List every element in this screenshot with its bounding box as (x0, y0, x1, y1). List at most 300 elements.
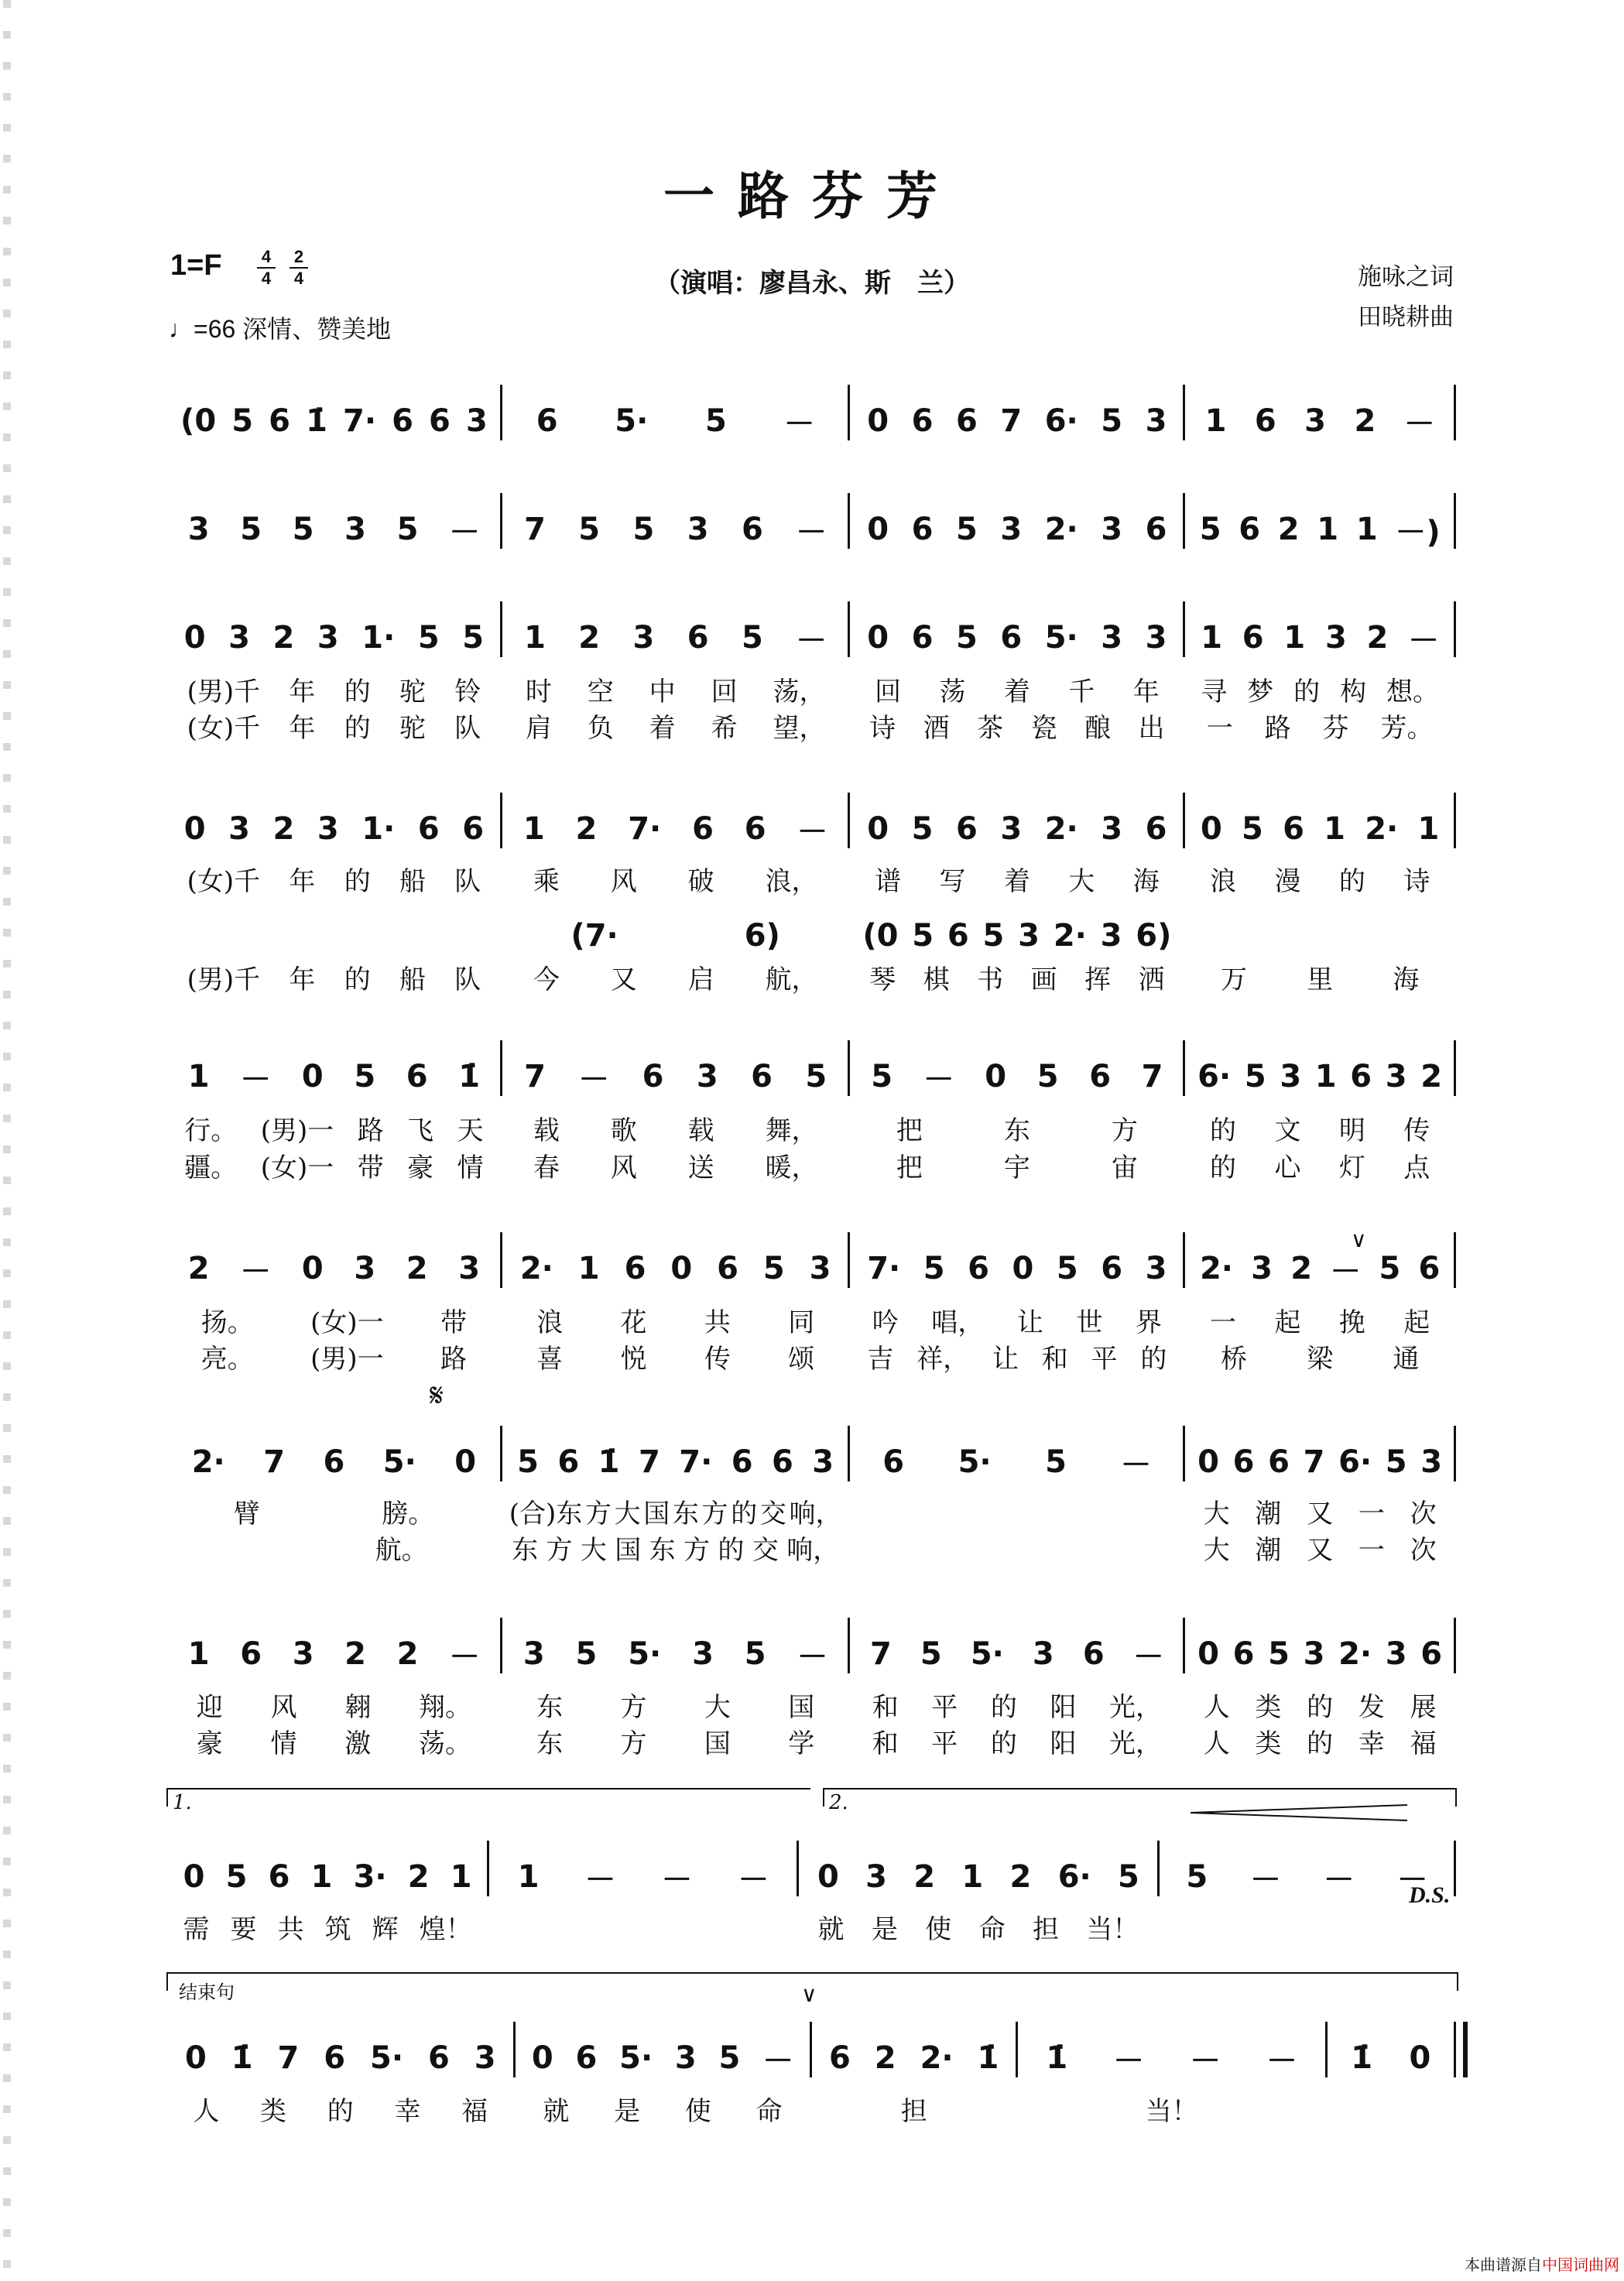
measure (173, 1855, 482, 1899)
lyric-syllable: 送 (687, 1152, 714, 1183)
barline (1454, 493, 1456, 549)
lyric-measure (855, 1530, 1178, 1564)
lyric-line (166, 1494, 1455, 1528)
lyric-syllable: 风 (270, 1691, 297, 1723)
lyric-syllable: 东 (672, 1498, 699, 1529)
barline (1016, 2022, 1018, 2077)
note: 2· (519, 1251, 553, 1286)
measure (508, 507, 844, 552)
lyric-measure (855, 1148, 1178, 1182)
lyric-measure (1191, 1494, 1449, 1528)
lyric-syllable: 臂 (233, 1498, 260, 1529)
lyric-measure (1333, 2091, 1450, 2125)
performers: （演唱：廖昌永、斯 兰） (654, 268, 970, 299)
note: － (1323, 1861, 1355, 1898)
note: 0 (1197, 1636, 1219, 1672)
barline (810, 2022, 812, 2077)
score-line (166, 2036, 1455, 2081)
note: 5 (911, 811, 934, 847)
note: 6 (955, 811, 978, 847)
lyric-measure (855, 672, 1178, 706)
note: 7 (277, 2040, 300, 2076)
lyric-syllable: 类 (260, 2095, 287, 2127)
measure (1191, 1246, 1449, 1291)
lyric-syllable: 启 (687, 964, 714, 995)
note: 6 (427, 2040, 450, 2076)
barline (848, 493, 850, 549)
note: － (578, 1061, 610, 1098)
lyric-syllable: 驼 (399, 712, 426, 744)
lyric-syllable: 航， (765, 964, 818, 995)
lyric-syllable: 梦 (1247, 676, 1274, 707)
lyric-line (166, 1724, 1455, 1758)
note: 7· (679, 1444, 713, 1480)
lyric-syllable: 酒 (923, 712, 950, 744)
lyric-syllable: 传 (704, 1343, 731, 1375)
note: 6 (771, 1444, 793, 1480)
lyric-syllable: 芳。 (1380, 712, 1434, 744)
lyric-measure (173, 1909, 482, 1944)
lyric-syllable: 潮 (1255, 1534, 1282, 1566)
lyric-syllable: 的 (718, 1534, 745, 1566)
lyric-syllable: 次 (1410, 1498, 1437, 1529)
measure (508, 399, 844, 444)
note: － (1403, 406, 1435, 442)
barline (1454, 1618, 1456, 1673)
lyricist: 施咏之词 (1358, 263, 1454, 291)
lyric-syllable: 年 (289, 676, 316, 707)
lyric-syllable: 国 (704, 1728, 731, 1759)
lyric-syllable: 回 (711, 676, 738, 707)
note: 7 (524, 1059, 546, 1094)
note: 6 (911, 512, 934, 547)
lyric-syllable: 的 (1338, 865, 1365, 897)
note: 3 (1385, 1636, 1407, 1672)
time-signature-2-4: 2 4 (288, 248, 310, 288)
lyric-syllable: 芬 (1322, 712, 1349, 744)
lyric-syllable: 破 (687, 865, 714, 897)
measure (508, 1632, 844, 1677)
lyric-syllable: 大 (580, 1534, 607, 1566)
note: 2 (913, 1859, 936, 1895)
note: 5 (417, 620, 440, 656)
note: 5 (762, 1251, 785, 1286)
note: － (240, 1253, 272, 1289)
note: 0 (867, 811, 889, 847)
note: 5 (517, 1444, 539, 1480)
lyric-syllable: 悦 (620, 1343, 647, 1375)
note: 6 (1145, 512, 1167, 547)
note: 6 (687, 620, 709, 656)
lyric-syllable: 类 (1255, 1728, 1282, 1759)
measure (173, 1632, 495, 1677)
barline (848, 1426, 850, 1481)
note: 7 (263, 1444, 286, 1480)
note: 5 (578, 512, 601, 547)
measure (508, 1246, 844, 1291)
note: 2· (1044, 512, 1078, 547)
lyric-syllable: 里 (1307, 964, 1334, 995)
lyric-syllable: 阳 (1050, 1691, 1077, 1723)
note: 6 (741, 512, 763, 547)
measure (1023, 2036, 1321, 2081)
note: 3 (687, 512, 709, 547)
lyric-measure (855, 1339, 1178, 1373)
measure (855, 507, 1178, 552)
note: 1̇ (598, 1444, 620, 1480)
barline (500, 793, 502, 848)
lyric-syllable: 方 (584, 1498, 612, 1529)
note: 3 (354, 1251, 376, 1286)
lyric-measure (1191, 861, 1449, 896)
lyric-line (166, 1148, 1455, 1182)
note: 0 (184, 2040, 207, 2076)
note: － (449, 1639, 481, 1675)
note: 0 (867, 512, 889, 547)
lyric-measure (508, 1724, 844, 1758)
note: (7· (570, 918, 618, 954)
lyric-syllable: 喜 (536, 1343, 564, 1375)
lyric-syllable: 东 (649, 1534, 676, 1566)
note: 3 (465, 403, 488, 439)
measure (1191, 807, 1449, 851)
note: 1̇ (231, 2040, 253, 2076)
note: － (797, 813, 828, 850)
lyric-measure (173, 1724, 495, 1758)
lyric-syllable: 国 (643, 1498, 670, 1529)
note: － (584, 1861, 616, 1898)
note: 3 (1101, 811, 1123, 847)
measure (1191, 913, 1449, 958)
note: 7 (1303, 1444, 1325, 1480)
note: － (1250, 1861, 1282, 1898)
measure (521, 2036, 805, 2081)
note: 3 (344, 512, 366, 547)
note: 3 (317, 620, 339, 656)
measure (1191, 1440, 1449, 1485)
lyric-syllable: 飞 (407, 1115, 434, 1146)
lyric-syllable: (合)东 (509, 1498, 583, 1529)
note: 5 (240, 512, 262, 547)
note: 3· (353, 1859, 387, 1895)
lyric-syllable: 命 (978, 1913, 1006, 1945)
note: 6 (324, 2040, 346, 2076)
lyric-syllable: 方 (1111, 1115, 1138, 1146)
volta-2: 2. (823, 1788, 1457, 1807)
barline (500, 385, 502, 440)
lyric-syllable: 天 (457, 1115, 484, 1146)
note: 1̇ (458, 1059, 481, 1094)
lyric-syllable: 光， (1109, 1691, 1163, 1723)
lyric-syllable: 大 (614, 1498, 641, 1529)
note: 2· (1365, 811, 1399, 847)
lyric-measure (508, 1339, 844, 1373)
lyric-syllable: 就 (817, 1913, 845, 1945)
note: 1 (1204, 403, 1227, 439)
note: 6 (947, 918, 969, 954)
lyric-measure (508, 708, 844, 742)
note: 3 (809, 1251, 831, 1286)
lyric-syllable: (男)一 (260, 1115, 334, 1146)
lyric-measure (1023, 2091, 1321, 2125)
note: 6 (269, 403, 290, 439)
lyric-syllable: 让 (1016, 1307, 1043, 1338)
score-line (166, 807, 1455, 851)
lyric-syllable: 吉 (867, 1343, 894, 1375)
lyric-line (166, 2091, 1455, 2125)
lyric-syllable: 担 (1032, 1913, 1059, 1945)
note: 2 (1277, 512, 1300, 547)
measure (173, 2036, 509, 2081)
lyric-syllable: 一 (1206, 712, 1233, 744)
barline (513, 2022, 516, 2077)
note: － (1113, 2043, 1145, 2079)
coda-box: 结束句 (166, 1972, 1458, 1991)
note: － (796, 514, 827, 550)
note: 6 (1232, 1444, 1255, 1480)
note: 6 (240, 1636, 262, 1672)
lyric-syllable: 类 (1255, 1691, 1282, 1723)
lyric-syllable: 把 (896, 1152, 923, 1183)
lyric-syllable: 翱 (344, 1691, 372, 1723)
lyric-measure (508, 1530, 844, 1564)
note: 2 (874, 2040, 896, 2076)
lyric-line (166, 1111, 1455, 1145)
note: 3 (696, 1059, 718, 1094)
lyric-syllable: 交 (759, 1498, 786, 1529)
lyric-measure (855, 708, 1178, 742)
measure (855, 807, 1178, 851)
note: 5 (871, 1059, 893, 1094)
note: 6) (744, 918, 780, 954)
measure (1191, 615, 1449, 660)
note: 2 (1354, 403, 1376, 439)
lyric-syllable: 荡 (939, 676, 966, 707)
note: 5· (1044, 620, 1078, 656)
measure (1191, 1054, 1449, 1099)
note: 3 (1304, 403, 1326, 439)
lyric-syllable: 一 (1358, 1534, 1385, 1566)
note: 1 (1201, 620, 1223, 656)
note: － (1190, 2043, 1221, 2079)
note: 1 (1314, 1059, 1337, 1094)
lyric-syllable: 漫 (1274, 865, 1301, 897)
lyric-syllable: 传 (1403, 1115, 1430, 1146)
lyric-syllable: 福 (1410, 1728, 1437, 1759)
measure (173, 507, 495, 552)
note: 5 (231, 403, 254, 439)
note: 3 (1251, 1251, 1273, 1286)
lyric-measure (173, 1494, 495, 1528)
note: 0 (454, 1444, 477, 1480)
lyric-syllable: 吟 (872, 1307, 899, 1338)
note: 0 (183, 811, 206, 847)
lyric-syllable: 豪 (196, 1728, 223, 1759)
lyric-syllable: 浪， (765, 865, 818, 897)
lyric-measure (855, 1111, 1178, 1145)
lyric-measure (817, 2091, 1011, 2125)
note: 5· (619, 2040, 653, 2076)
lyric-syllable: 年 (289, 712, 316, 744)
lyric-measure (173, 960, 495, 994)
note: 3 (1100, 918, 1122, 954)
lyric-measure (1191, 1303, 1449, 1337)
lyric-syllable: 方 (620, 1728, 647, 1759)
measure (855, 913, 1178, 958)
measure (173, 399, 495, 444)
note: － (923, 1061, 954, 1098)
score-line (166, 1855, 1455, 1899)
note: 5 (225, 1859, 248, 1895)
barline (848, 601, 850, 657)
note: 5 (632, 512, 655, 547)
lyric-syllable: 的 (1307, 1691, 1334, 1723)
lyric-syllable: 千 (1068, 676, 1095, 707)
volta-1: 1. (166, 1788, 810, 1807)
lyric-syllable: 东 (536, 1728, 564, 1759)
note: 5 (292, 512, 314, 547)
lyric-measure (804, 1909, 1153, 1944)
note: 0 (301, 1251, 324, 1286)
lyric-syllable: 担 (900, 2095, 927, 2127)
lyric-measure (1191, 1687, 1449, 1721)
lyric-syllable: 命 (755, 2095, 783, 2127)
lyric-syllable: 的 (990, 1728, 1017, 1759)
note: － (240, 1061, 272, 1098)
lyric-syllable: 诗 (1403, 865, 1430, 897)
note: 5 (955, 620, 978, 656)
note: 3 (865, 1859, 887, 1895)
lyric-syllable: 构 (1340, 676, 1367, 707)
note: 7 (869, 1636, 892, 1672)
lyric-syllable: 和 (1041, 1343, 1068, 1375)
note: 5 (744, 1636, 766, 1672)
lyric-line (166, 1339, 1455, 1373)
lyric-syllable: 迎 (196, 1691, 223, 1723)
note: 7 (1000, 403, 1023, 439)
lyric-syllable: 共 (704, 1307, 731, 1338)
measure (1165, 1855, 1449, 1899)
lyric-syllable: 挥 (1084, 964, 1112, 995)
note: 0 (183, 620, 206, 656)
lyric-syllable: 激 (344, 1728, 372, 1759)
note: 5· (615, 403, 649, 439)
note: － (796, 622, 827, 659)
barline (1183, 1426, 1185, 1481)
note: 1· (361, 620, 396, 656)
note: － (661, 1861, 693, 1898)
lyric-syllable: 平 (931, 1691, 958, 1723)
note: 3 (228, 811, 250, 847)
lyric-syllable: 风 (610, 1152, 637, 1183)
note: 3 (317, 811, 339, 847)
lyric-syllable: 茶 (977, 712, 1004, 744)
lyric-syllable: 国 (615, 1534, 642, 1566)
lyric-measure (855, 1687, 1178, 1721)
note: (0 (180, 403, 217, 439)
lyric-syllable: 路 (440, 1343, 468, 1375)
note: 5 (1199, 512, 1221, 547)
lyric-syllable: 浪 (1210, 865, 1237, 897)
lyric-measure (855, 1303, 1178, 1337)
lyric-syllable: 的 (1293, 676, 1321, 707)
score-line (166, 913, 1455, 958)
note: 5 (396, 512, 419, 547)
lyric-measure (855, 960, 1178, 994)
note: 3 (522, 1636, 545, 1672)
measure (173, 1440, 495, 1485)
lyric-syllable: 酿 (1084, 712, 1112, 744)
measure (173, 1246, 495, 1291)
note: 3 (1420, 1444, 1443, 1480)
note: 1 (1417, 811, 1440, 847)
measure (817, 2036, 1011, 2081)
lyric-syllable: 风 (610, 865, 637, 897)
note: 0 (817, 1859, 839, 1895)
note: 6 (1254, 403, 1276, 439)
note: 6 (911, 403, 934, 439)
lyric-syllable: 方 (701, 1498, 728, 1529)
measure (508, 1440, 844, 1485)
score-line (166, 615, 1455, 660)
lyric-syllable: 带 (357, 1152, 384, 1183)
note: 6 (429, 403, 451, 439)
note: 1̇ (306, 403, 327, 439)
note: 5 (920, 1636, 942, 1672)
note: 5 (1056, 1251, 1078, 1286)
barline (1454, 1232, 1456, 1288)
lyric-syllable: 又 (610, 964, 637, 995)
lyric-measure (1191, 1724, 1449, 1758)
lyric-line (166, 1687, 1455, 1721)
lyric-syllable: 国 (788, 1691, 815, 1723)
note: 6 (1418, 1251, 1441, 1286)
lyric-syllable: 的 (1307, 1728, 1334, 1759)
lyric-measure (173, 1303, 495, 1337)
lyric-syllable: 和 (872, 1728, 899, 1759)
note: 0 (1197, 1444, 1219, 1480)
lyric-syllable: 行。 (184, 1115, 238, 1146)
lyric-syllable: 宇 (1003, 1152, 1030, 1183)
note: － (1330, 1253, 1362, 1289)
note: 6 (1089, 1059, 1112, 1094)
barline (500, 493, 502, 549)
note: 2· (1053, 918, 1087, 954)
barline (1454, 1426, 1456, 1481)
lyric-syllable: 负 (587, 712, 614, 744)
lyric-syllable: 的 (344, 964, 371, 995)
lyric-syllable: 界 (1136, 1307, 1163, 1338)
note: 3 (1303, 1636, 1325, 1672)
quarter-note-icon: ♩ (169, 315, 194, 343)
barline (797, 1841, 799, 1896)
lyric-syllable: 的 (344, 712, 371, 744)
note: 2 (1420, 1059, 1443, 1094)
lyric-line (166, 861, 1455, 896)
lyric-syllable: 煌！ (419, 1913, 472, 1945)
lyric-measure (173, 708, 495, 742)
lyric-measure (173, 1111, 495, 1145)
song-title: 一路芬芳 (663, 166, 961, 226)
lyric-syllable: 福 (461, 2095, 488, 2127)
note: 5 (982, 918, 1005, 954)
note: 3 (1101, 620, 1123, 656)
note: 3 (1032, 1636, 1054, 1672)
lyric-syllable: 的 (1140, 1343, 1167, 1375)
lyric-line (166, 1909, 1455, 1944)
lyric-syllable: 瓷 (1030, 712, 1057, 744)
lyric-syllable: 写 (939, 865, 966, 897)
